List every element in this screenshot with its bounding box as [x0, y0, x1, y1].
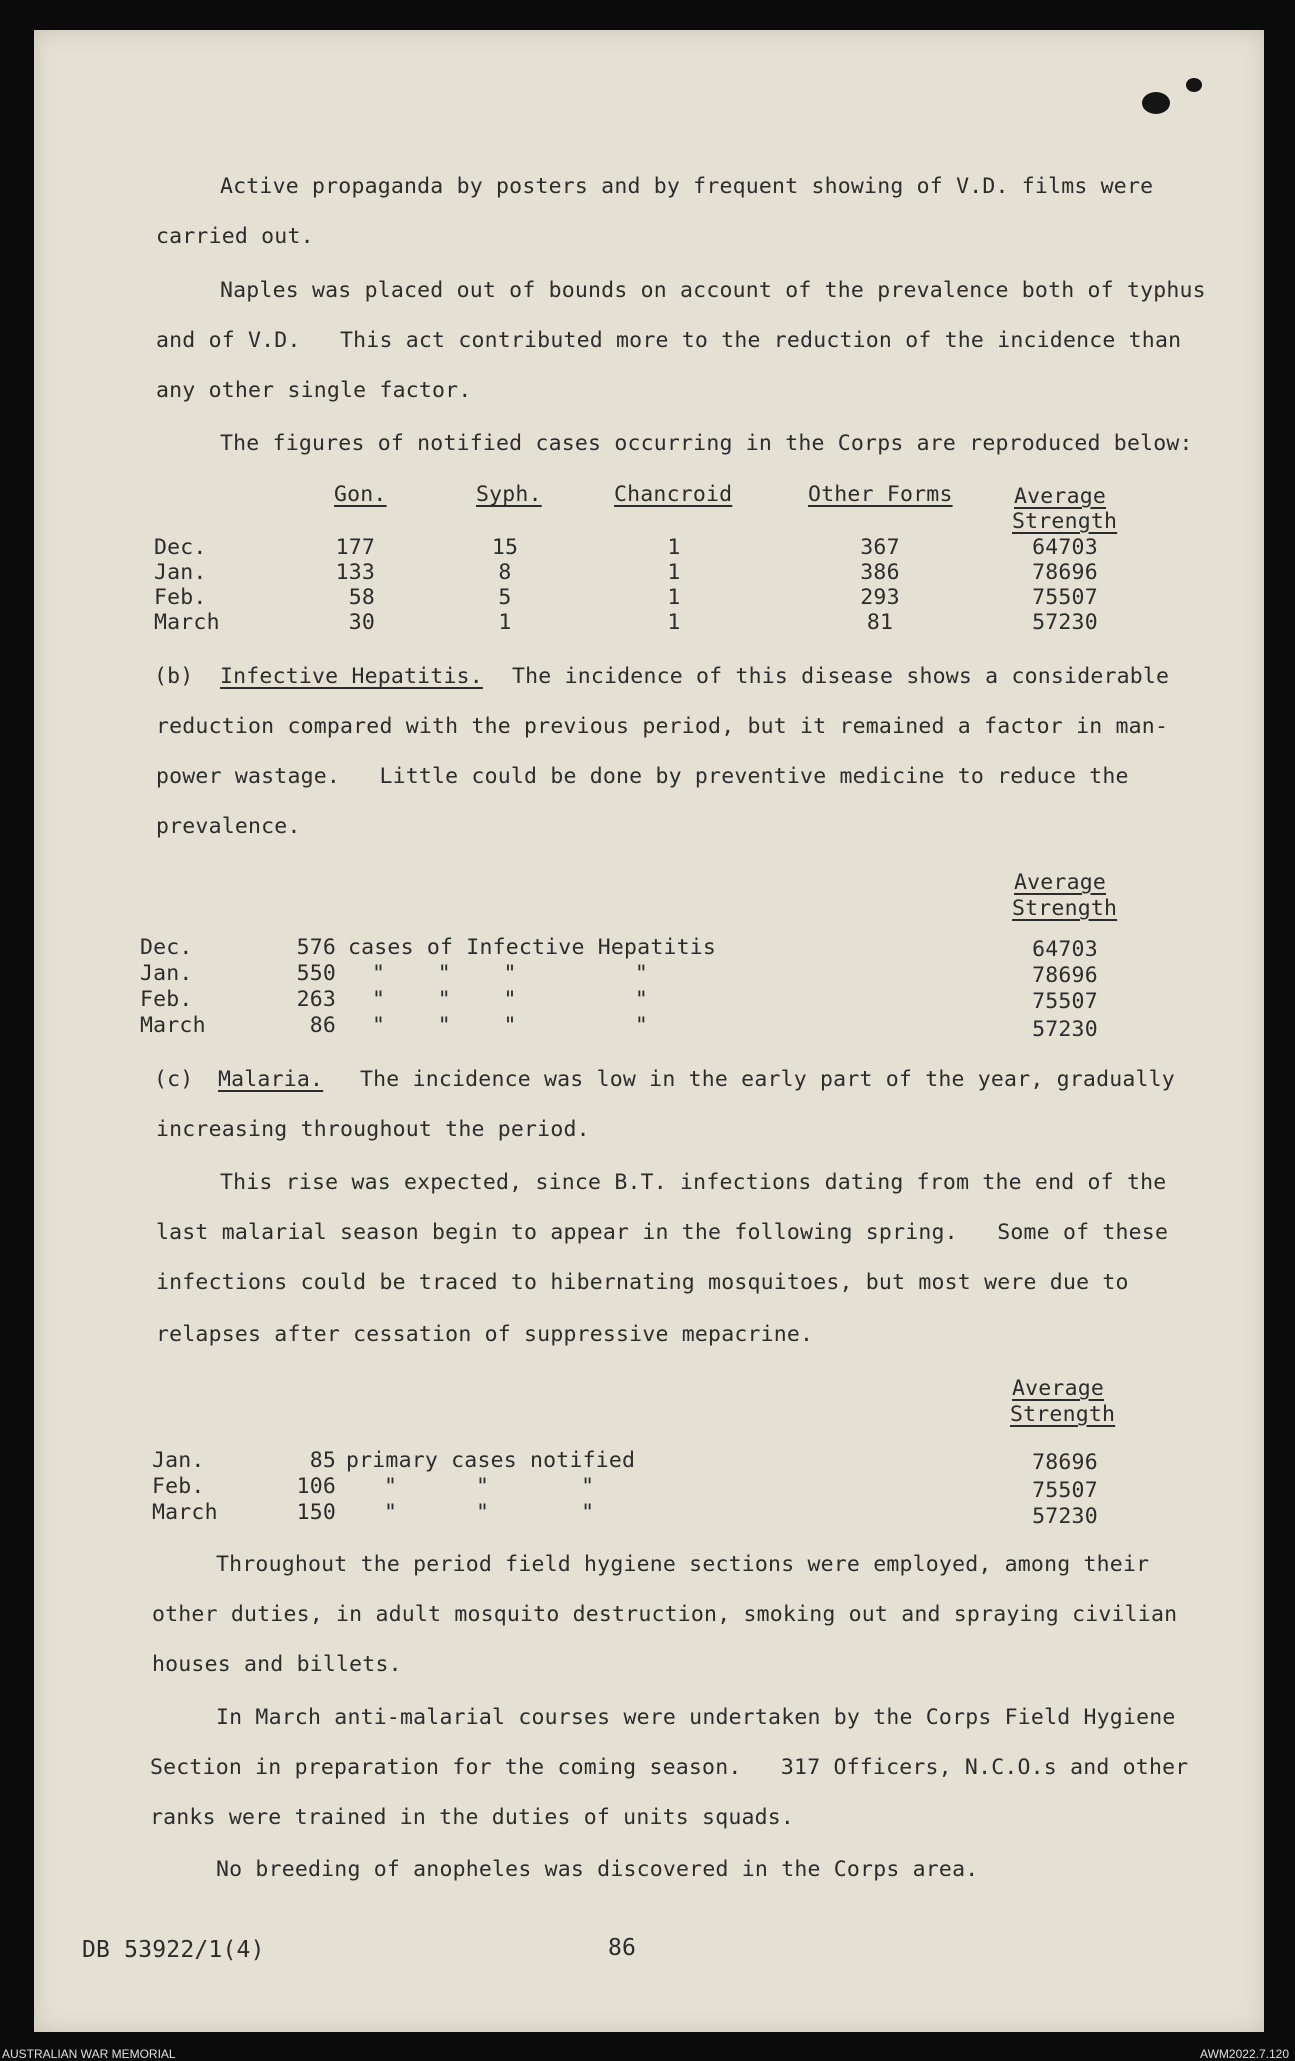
table-row-label: Feb.	[154, 585, 207, 610]
page-number: 86	[608, 1935, 637, 1961]
body-line: power wastage. Little could be done by preventive medicine to reduce the	[156, 764, 1129, 789]
table-cell: 75507	[1032, 1478, 1098, 1503]
table-cell: primary cases notified	[346, 1448, 636, 1473]
body-line: prevalence.	[156, 814, 301, 839]
table-cell: 57230	[1032, 1017, 1098, 1042]
body-line: The incidence of this disease shows a considerable	[512, 664, 1170, 689]
table-cell: 150	[296, 1500, 336, 1525]
body-line: ranks were trained in the duties of units squads.	[150, 1805, 795, 1830]
table-cell: 1	[498, 610, 512, 635]
table-cell: " " "	[384, 1500, 595, 1525]
body-line: any other single factor.	[156, 378, 472, 403]
body-line: other duties, in adult mosquito destruction, smoking out and spraying civilian	[152, 1602, 1178, 1627]
table-cell: 57230	[1032, 1504, 1098, 1529]
table-cell: 367	[860, 535, 900, 560]
table-cell: " " " "	[372, 961, 649, 986]
table-cell: 1	[667, 535, 681, 560]
table-row-label: Jan.	[152, 1448, 205, 1473]
body-line: and of V.D. This act contributed more to the reduction of the incidence than	[156, 328, 1182, 353]
table-row-label: March	[140, 1013, 206, 1038]
table-cell: 15	[491, 535, 519, 560]
body-line: Naples was placed out of bounds on account of the prevalence both of typhus	[220, 278, 1206, 303]
table-row-label: March	[152, 1500, 218, 1525]
body-line: relapses after cessation of suppressive mepacrine.	[156, 1322, 814, 1347]
body-line: Active propaganda by posters and by frequent showing of V.D. films were	[220, 174, 1154, 199]
section-heading: Malaria.	[218, 1067, 324, 1092]
table-cell: 78696	[1032, 560, 1098, 585]
section-label: (b)	[154, 664, 194, 689]
column-header-syph: Syph.	[476, 482, 542, 507]
table-cell: 78696	[1032, 1450, 1098, 1475]
table-cell: 75507	[1032, 585, 1098, 610]
table-cell: 57230	[1032, 610, 1098, 635]
column-header-other-forms: Other Forms	[808, 482, 953, 507]
table-cell: 177	[335, 535, 375, 560]
punch-hole-mark	[1186, 78, 1202, 92]
column-header-strength: Strength	[1012, 509, 1118, 534]
table-cell: 64703	[1032, 937, 1098, 962]
table-cell: " " " "	[372, 1013, 649, 1038]
table-cell: 576	[296, 935, 336, 960]
table-cell: 550	[296, 961, 336, 986]
column-header-average: Average	[1014, 870, 1107, 895]
body-line: carried out.	[156, 224, 314, 249]
body-line: last malarial season begin to appear in the following spring. Some of these	[156, 1220, 1169, 1245]
column-header-gon: Gon.	[334, 482, 387, 507]
table-cell: 75507	[1032, 989, 1098, 1014]
body-line: houses and billets.	[152, 1652, 402, 1677]
table-row-label: Jan.	[154, 560, 207, 585]
table-row-label: Feb.	[152, 1474, 205, 1499]
table-cell: cases of Infective Hepatitis	[348, 935, 717, 960]
table-cell: 386	[860, 560, 900, 585]
table-cell: 1	[667, 585, 681, 610]
table-cell: 1	[667, 610, 681, 635]
body-line: infections could be traced to hibernating mosquitoes, but most were due to	[156, 1270, 1129, 1295]
column-header-chancroid: Chancroid	[614, 482, 733, 507]
body-line: increasing throughout the period.	[156, 1117, 590, 1142]
section-label: (c)	[154, 1067, 194, 1092]
table-cell: 133	[335, 560, 375, 585]
body-line: No breeding of anopheles was discovered in the Corps area.	[216, 1857, 979, 1882]
table-cell: 81	[866, 610, 894, 635]
section-heading: Infective Hepatitis.	[220, 664, 483, 689]
table-cell: 1	[667, 560, 681, 585]
table-cell: 8	[498, 560, 512, 585]
table-cell: " " "	[384, 1474, 595, 1499]
body-line: The figures of notified cases occurring in the Corps are reproduced below:	[220, 431, 1193, 456]
table-cell: " " " "	[372, 987, 649, 1012]
body-line: reduction compared with the previous period, but it remained a factor in man-	[156, 714, 1169, 739]
body-line: Throughout the period field hygiene sections were employed, among their	[216, 1552, 1150, 1577]
punch-hole-mark	[1142, 92, 1170, 114]
table-cell: 58	[348, 585, 375, 610]
archive-id: AWM2022.7.120	[1200, 2047, 1289, 2061]
table-cell: 106	[296, 1474, 336, 1499]
table-row-label: Jan.	[140, 961, 193, 986]
table-row-label: Dec.	[140, 935, 193, 960]
body-line: Section in preparation for the coming season. 317 Officers, N.C.O.s and other	[150, 1755, 1189, 1780]
body-line: The incidence was low in the early part of the year, gradually	[360, 1067, 1175, 1092]
table-cell: 30	[348, 610, 375, 635]
table-cell: 64703	[1032, 535, 1098, 560]
column-header-strength: Strength	[1010, 1402, 1116, 1427]
table-cell: 263	[296, 987, 336, 1012]
column-header-strength: Strength	[1012, 896, 1118, 921]
table-row-label: March	[154, 610, 220, 635]
table-row-label: Dec.	[154, 535, 207, 560]
body-line: In March anti-malarial courses were undertaken by the Corps Field Hygiene	[216, 1705, 1176, 1730]
table-cell: 86	[309, 1013, 336, 1038]
table-cell: 85	[309, 1448, 336, 1473]
body-line: This rise was expected, since B.T. infections dating from the end of the	[220, 1170, 1167, 1195]
table-cell: 293	[860, 585, 900, 610]
column-header-average: Average	[1012, 1376, 1105, 1401]
table-row-label: Feb.	[140, 987, 193, 1012]
archive-credit: AUSTRALIAN WAR MEMORIAL	[2, 2047, 176, 2061]
document-reference: DB 53922/1(4)	[82, 1937, 265, 1963]
column-header-average: Average	[1014, 484, 1107, 509]
table-cell: 5	[498, 585, 512, 610]
table-cell: 78696	[1032, 963, 1098, 988]
